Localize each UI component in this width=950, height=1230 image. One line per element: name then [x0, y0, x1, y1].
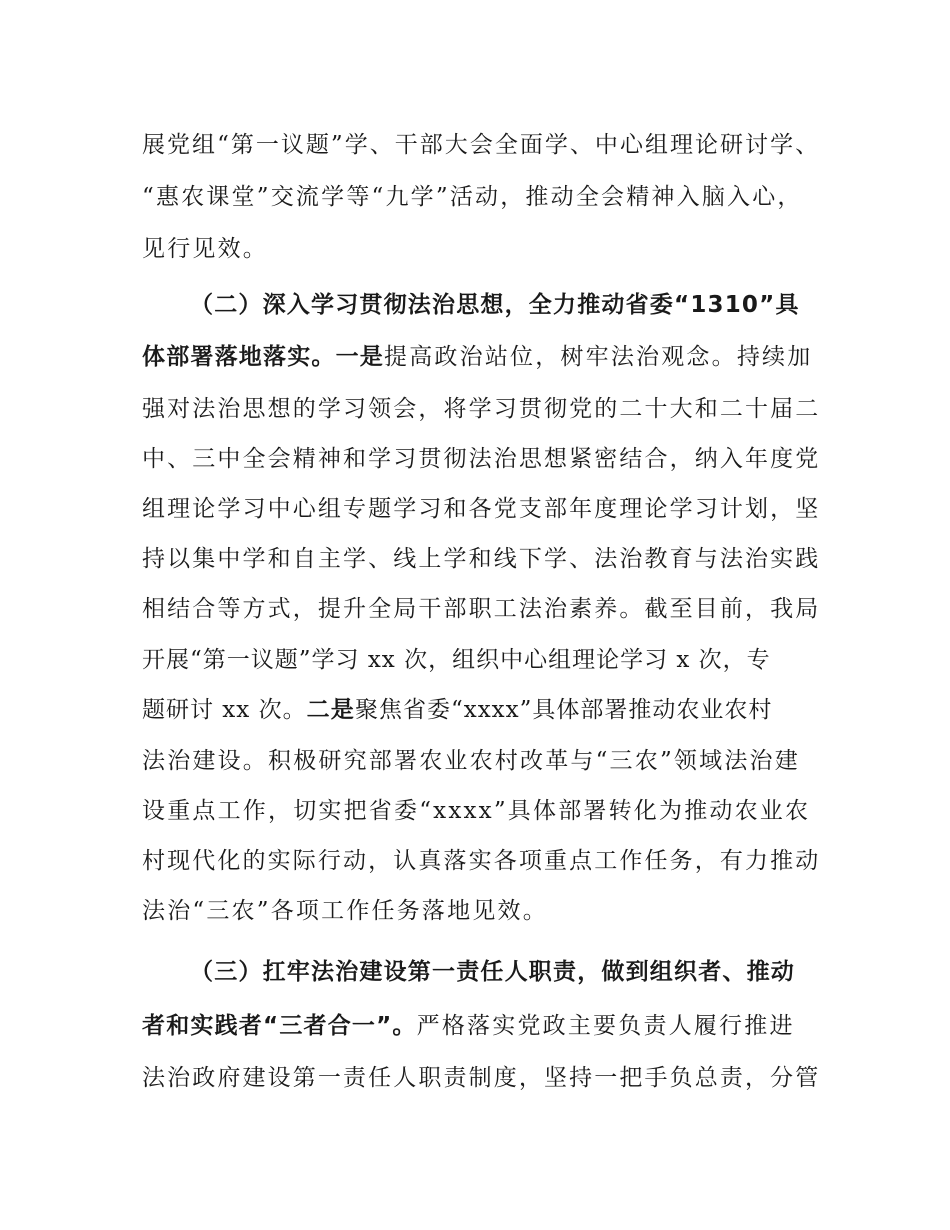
- paragraph-1-line-1: 展党组“第一议题”学、干部大会全面学、中心组理论研讨学、: [142, 132, 821, 158]
- paragraph-2-line-11: 设重点工作，切实把省委“xxxx”具体部署转化为推动农业农: [142, 798, 811, 824]
- paragraph-2-line-6: 持以集中学和自主学、线上学和线下学、法治教育与法治实践: [142, 546, 821, 572]
- paragraph-2-line-4: 中、三中全会精神和学习贯彻法治思想紧密结合，纳入年度党: [142, 446, 821, 472]
- paragraph-2-line-10: 法治建设。积极研究部署农业农村改革与“三农”领域法治建: [142, 748, 800, 774]
- section-2-heading-line-2: 体部署落地落实。: [142, 344, 336, 370]
- paragraph-1-line-2: “惠农课堂”交流学等“九学”活动，推动全会精神入脑入心，: [142, 184, 803, 210]
- section-2-heading-line-1: （二）深入学习贯彻法治思想，全力推动省委“1310”具: [190, 292, 800, 318]
- section-3-heading-line-1: （三）扛牢法治建设第一责任人职责，做到组织者、推动: [190, 959, 795, 985]
- paragraph-2-line-8: 开展“第一议题”学习 xx 次，组织中心组理论学习 x 次，专: [142, 647, 771, 673]
- paragraph-2-line-9: [142, 695, 772, 725]
- paragraph-3-line-2-text: 严格落实党政主要负责人履行推进: [416, 1013, 795, 1039]
- paragraph-2-line-9-text: 题研讨 xx 次。: [142, 697, 307, 723]
- lead-term-second: 二是: [306, 697, 355, 723]
- paragraph-2-line-13: 法治“三农”各项工作任务落地见效。: [142, 898, 548, 924]
- paragraph-2-line-3: 强对法治思想的学习领会，将学习贯彻党的二十大和二十届二: [142, 396, 821, 422]
- paragraph-3-line-3: 法治政府建设第一责任人职责制度，坚持一把手负总责，分管: [142, 1065, 821, 1091]
- section-3-heading-line-2: 者和实践者“三者合一”。: [142, 1013, 417, 1039]
- lead-term-first: 一是: [335, 344, 385, 370]
- paragraph-2-line-5: 组理论学习中心组专题学习和各党支部年度理论学习计划，坚: [142, 496, 821, 522]
- paragraph-2-line-2-text: 提高政治站位，树牢法治观念。持续加: [384, 344, 813, 370]
- paragraph-1-line-3: 见行见效。: [142, 236, 268, 262]
- paragraph-2-line-12: 村现代化的实际行动，认真落实各项重点工作任务，有力推动: [142, 848, 821, 874]
- paragraph-2-line-9-rest: 聚焦省委“xxxx”具体部署推动农业农村: [354, 697, 773, 723]
- paragraph-3-line-2: [142, 1011, 795, 1041]
- paragraph-2-line-7: 相结合等方式，提升全局干部职工法治素养。截至目前，我局: [142, 596, 821, 622]
- paragraph-2-line-2: [142, 342, 812, 372]
